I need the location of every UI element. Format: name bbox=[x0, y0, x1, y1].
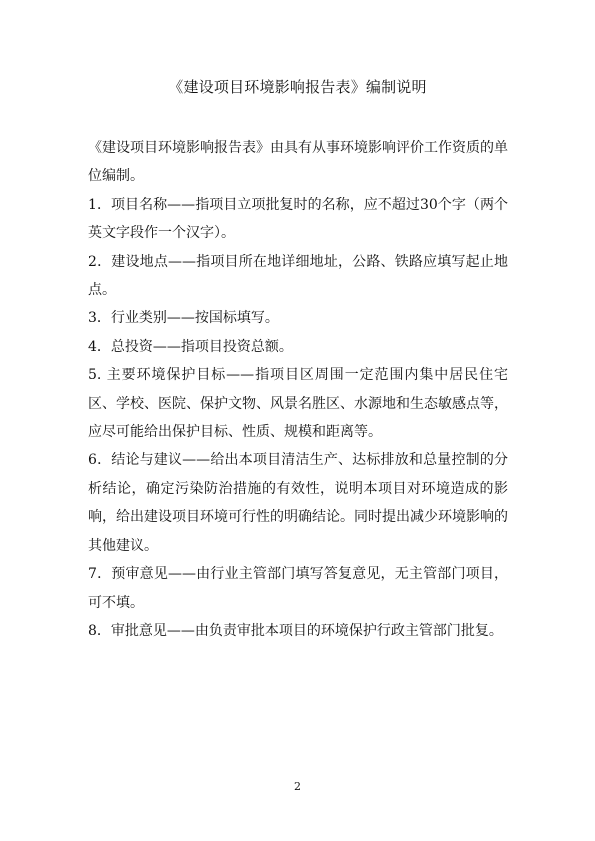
page-title: 《建设项目环境影响报告表》编制说明 bbox=[168, 78, 427, 96]
page-number: 2 bbox=[294, 780, 301, 793]
item-total-investment: 4．总投资——指项目投资总额。 bbox=[88, 338, 293, 355]
instructions-body bbox=[88, 134, 508, 645]
item-industry-category: 3．行业类别——按国标填写。 bbox=[88, 310, 279, 327]
item-project-name: 1．项目名称——指项目立项批复时的名称，应不超过30个字（两个英文字段作一个汉字）。 bbox=[88, 196, 508, 242]
item-conclusions: 6．结论与建议——给出本项目清洁生产、达标排放和总量控制的分析结论，确定污染防治措施的有效性，说明本项目对环境造成的影响，给出建设项目环境可行性的明确结论。同时提出减少环境影响的其他建议。 bbox=[88, 452, 508, 554]
item-construction-site: 2．建设地点——指项目所在地详细地址，公路、铁路应填写起止地点。 bbox=[88, 253, 508, 299]
item-protection-targets: 5. 主要环境保护目标——指项目区周围一定范围内集中居民住宅区、学校、医院、保护文物、风景名胜区、水源地和生态敏感点等，应尽可能给出保护目标、性质、规模和距离等。 bbox=[88, 367, 508, 441]
item-approval-opinion: 8．审批意见——由负责审批本项目的环境保护行政主管部门批复。 bbox=[88, 622, 503, 639]
item-preliminary-review: 7．预审意见——由行业主管部门填写答复意见，无主管部门项目，可不填。 bbox=[88, 566, 508, 611]
intro-paragraph: 《建设项目环境影响报告表》由具有从事环境影响评价工作资质的单位编制。 bbox=[88, 140, 508, 185]
